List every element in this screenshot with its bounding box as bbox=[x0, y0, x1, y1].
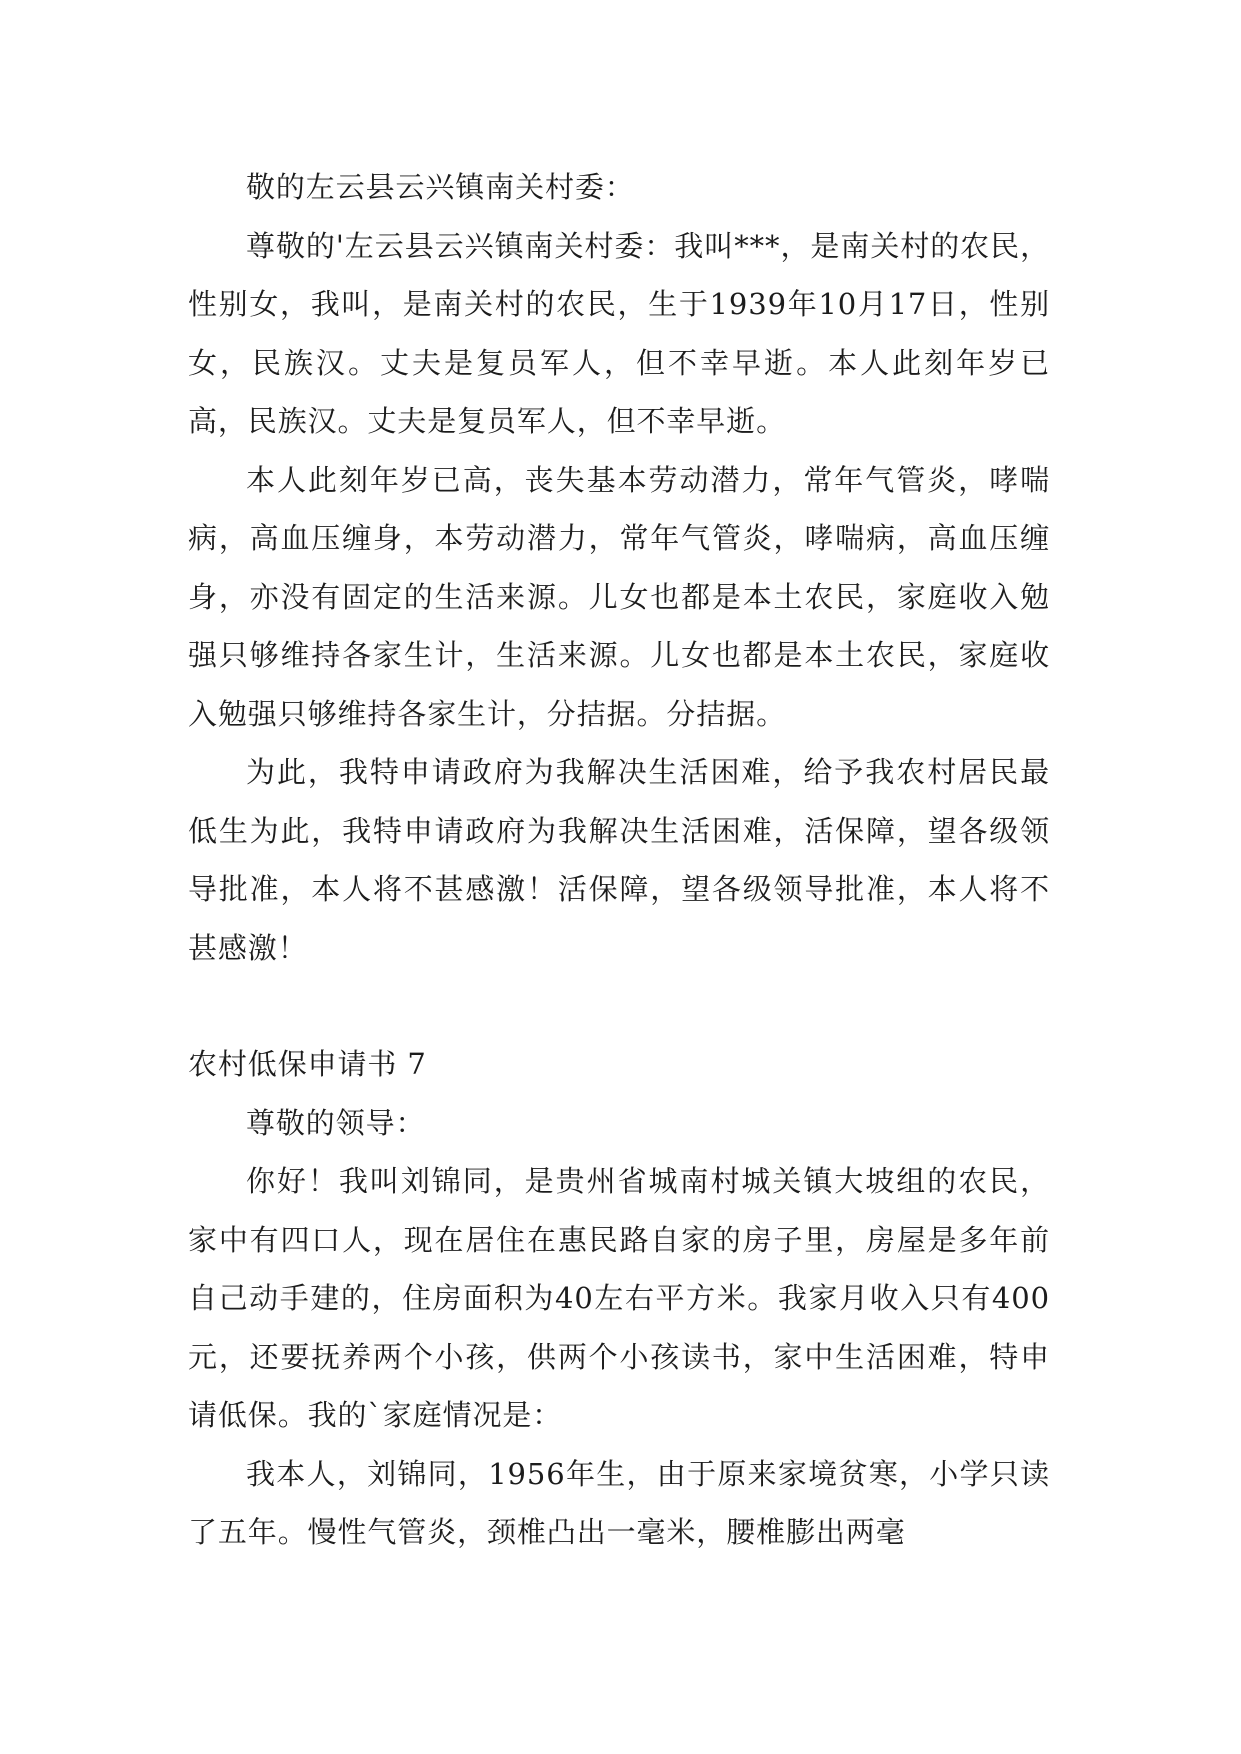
body-paragraph: 你好！我叫刘锦同，是贵州省城南村城关镇大坡组的农民，家中有四口人，现在居住在惠民路自家的房子里，房屋是多年前自己动手建的，住房面积为40左右平方米。我家月收入只有400元，还要抚养两个小孩，供两个小孩读书，家中生活困难，特申请低保。我的`家庭情况是： bbox=[188, 1164, 1050, 1432]
body-paragraph: 我本人，刘锦同，1956年生，由于原来家境贫寒，小学只读了五年。慢性气管炎，颈椎凸出一毫米，腰椎膨出两毫 bbox=[188, 1456, 1050, 1549]
salutation-line: 尊敬的领导： bbox=[246, 1105, 426, 1140]
body-paragraph: 本人此刻年岁已高，丧失基本劳动潜力，常年气管炎，哮喘病，高血压缠身，本劳动潜力，常年气管炎，哮喘病，高血压缠身，亦没有固定的生活来源。儿女也都是本土农民，家庭收入勉强只够维持各家生计，生活来源。儿女也都是本土农民，家庭收入勉强只够维持各家生计，分拮据。分拮据。 bbox=[188, 462, 1050, 731]
salutation-line: 敬的左云县云兴镇南关村委： bbox=[246, 170, 635, 204]
section-heading: 农村低保申请书 7 bbox=[188, 1047, 427, 1081]
body-paragraph: 为此，我特申请政府为我解决生活困难，给予我农村居民最低生为此，我特申请政府为我解决生活困难，活保障，望各级领导批准，本人将不甚感激！活保障，望各级领导批准，本人将不甚感激！ bbox=[188, 755, 1050, 965]
document-body bbox=[188, 158, 1050, 1562]
body-paragraph: 尊敬的'左云县云兴镇南关村委：我叫***，是南关村的农民，性别女，我叫，是南关村的农民，生于1939年10月17日，性别女，民族汉。丈夫是复员军人，但不幸早逝。本人此刻年岁已高，民族汉。丈夫是复员军人，但不幸早逝。 bbox=[188, 228, 1050, 438]
